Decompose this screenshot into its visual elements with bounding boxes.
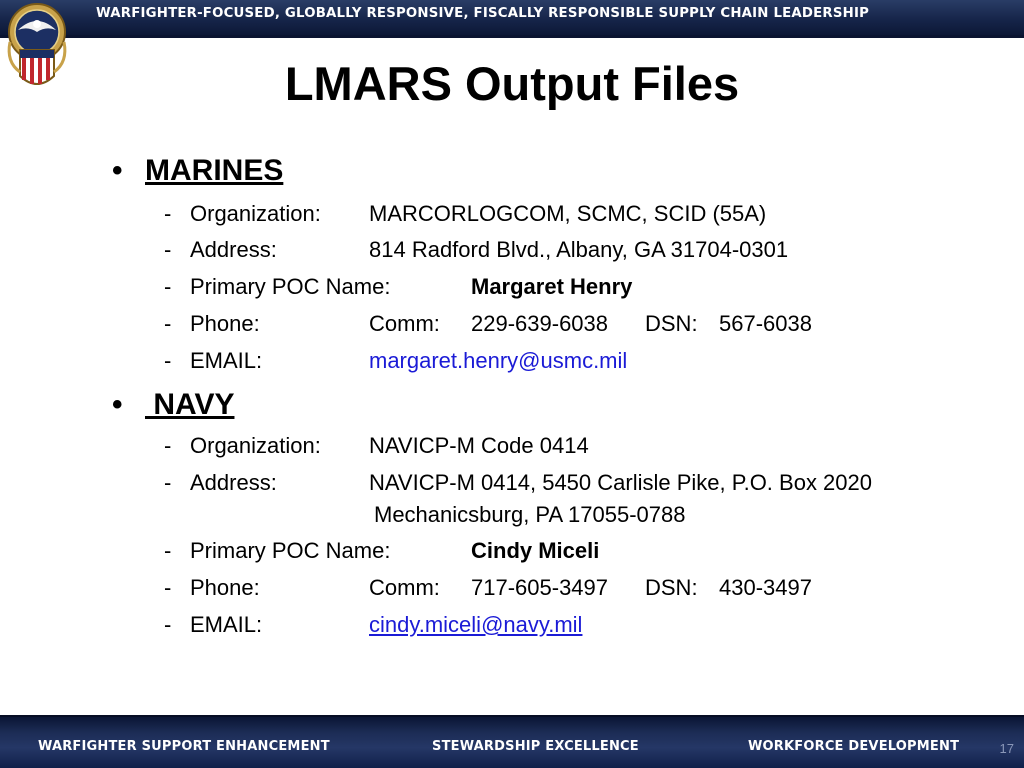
bullet-icon: •	[112, 154, 123, 187]
organization-label: Organization:	[190, 433, 321, 458]
bottom-banner-item: WARFIGHTER SUPPORT ENHANCEMENT	[38, 739, 330, 754]
comm-value: 229-639-6038	[471, 311, 609, 336]
section-heading: NAVY	[145, 388, 235, 421]
dsn-value: 567-6038	[719, 311, 812, 336]
dash-icon: -	[164, 612, 172, 637]
comm-value: 717-605-3497	[471, 575, 609, 600]
section-heading: MARINES	[145, 154, 284, 187]
bullet-icon: •	[112, 388, 123, 421]
poc-label: Primary POC Name:	[190, 538, 391, 563]
dash-icon: -	[164, 470, 172, 495]
dash-icon: -	[164, 274, 172, 299]
email-label: EMAIL:	[190, 612, 263, 637]
dsn-label: DSN:	[645, 575, 698, 600]
page-number: 17	[999, 741, 1014, 756]
comm-label: Comm:	[369, 311, 440, 336]
email-link[interactable]: margaret.henry@usmc.mil	[369, 348, 628, 373]
poc-name: Cindy Miceli	[471, 538, 600, 563]
top-banner-text: WARFIGHTER-FOCUSED, GLOBALLY RESPONSIVE, FISCALLY RESPONSIBLE SUPPLY CHAIN LEADERSHIP	[96, 6, 870, 21]
organization-label: Organization:	[190, 201, 321, 226]
navy-address-line2: Mechanicsburg, PA 17055-0788	[374, 502, 686, 527]
bottom-banner	[0, 715, 1024, 768]
organization-value: NAVICP-M Code 0414	[369, 433, 589, 458]
phone-label: Phone:	[190, 575, 260, 600]
comm-label: Comm:	[369, 575, 440, 600]
bottom-banner-item: WORKFORCE DEVELOPMENT	[748, 739, 960, 754]
slide-title: LMARS Output Files	[284, 57, 740, 110]
address-value: 814 Radford Blvd., Albany, GA 31704-0301	[369, 237, 789, 262]
dash-icon: -	[164, 538, 172, 563]
address-value: NAVICP-M 0414, 5450 Carlisle Pike, P.O. Box 2020	[369, 470, 872, 495]
dash-icon: -	[164, 433, 172, 458]
dsn-value: 430-3497	[719, 575, 812, 600]
dsn-label: DSN:	[645, 311, 698, 336]
address-label: Address:	[190, 470, 277, 495]
top-banner	[0, 0, 1024, 38]
dash-icon: -	[164, 348, 172, 373]
dash-icon: -	[164, 237, 172, 262]
poc-label: Primary POC Name:	[190, 274, 391, 299]
dash-icon: -	[164, 311, 172, 336]
bottom-banner-item: STEWARDSHIP EXCELLENCE	[432, 739, 639, 754]
email-label: EMAIL:	[190, 348, 263, 373]
dash-icon: -	[164, 575, 172, 600]
email-link[interactable]: cindy.miceli@navy.mil	[369, 612, 583, 637]
dash-icon: -	[164, 201, 172, 226]
address-label: Address:	[190, 237, 277, 262]
organization-value: MARCORLOGCOM, SCMC, SCID (55A)	[369, 201, 767, 226]
phone-label: Phone:	[190, 311, 260, 336]
poc-name: Margaret Henry	[471, 274, 633, 299]
